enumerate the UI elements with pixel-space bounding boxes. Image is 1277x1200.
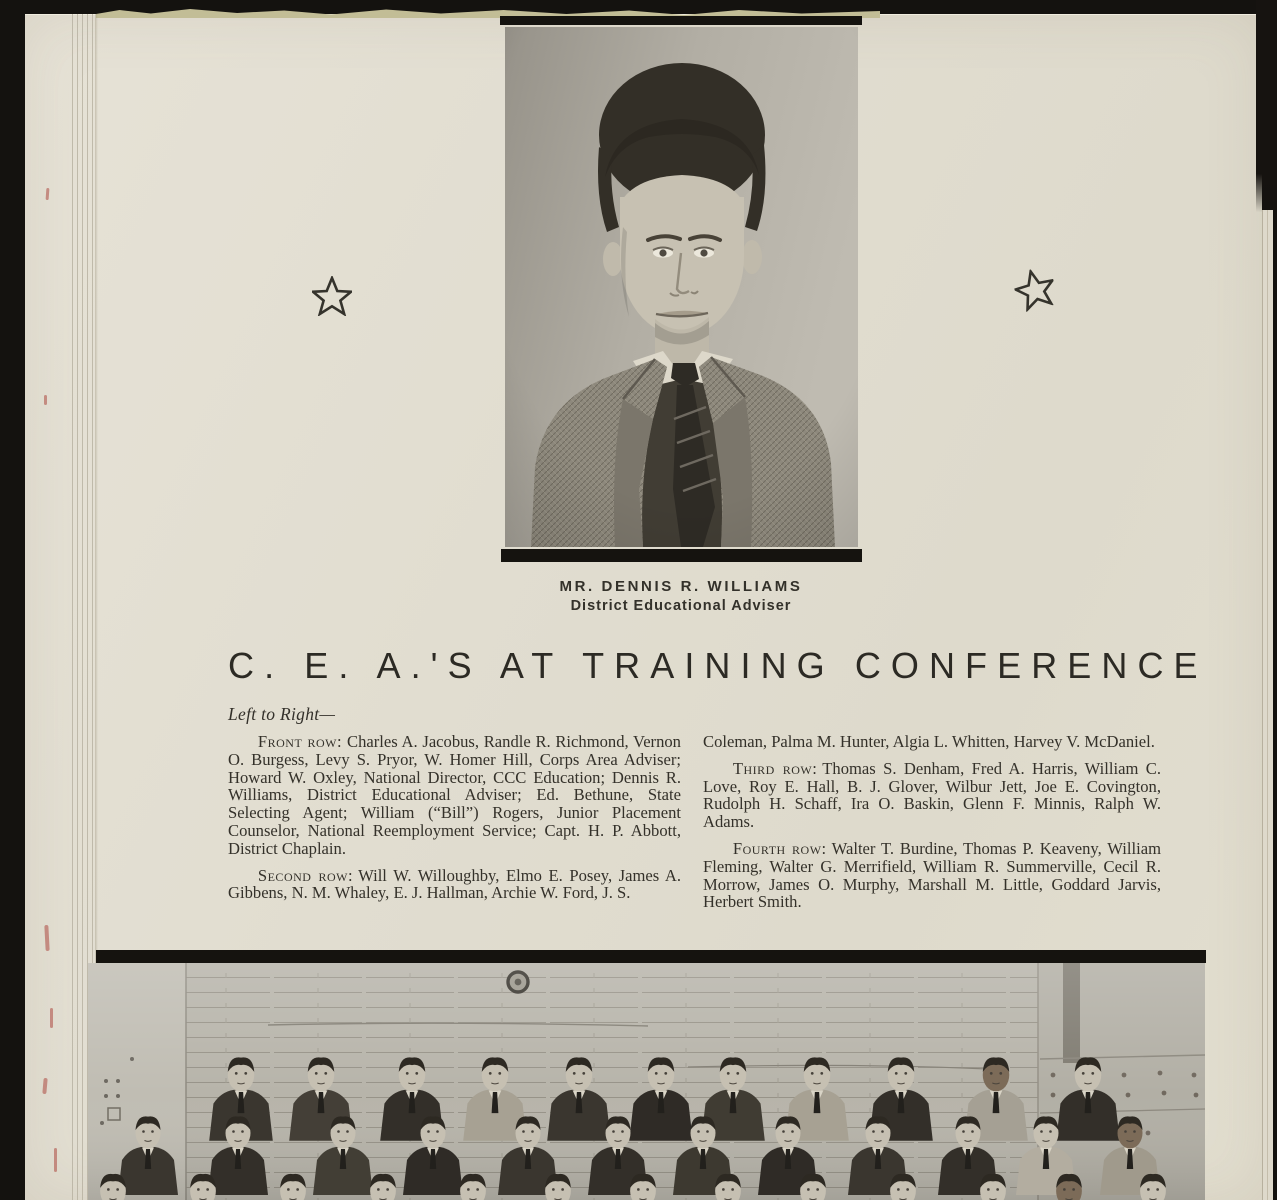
- portrait-frame-bar-bottom: [501, 549, 862, 562]
- scan-background-corner: [1256, 0, 1277, 212]
- second-row-continuation: Coleman, Palma M. Hunter, Algia L. Whitten, Harvey V. McDaniel.: [703, 732, 1155, 751]
- page-edge-lines-right: [1262, 210, 1273, 1200]
- red-ink-mark: [50, 1008, 53, 1028]
- text-column-right: [703, 733, 1161, 920]
- front-row-label: Front row:: [257, 732, 343, 751]
- second-row-continuation-paragraph: [703, 733, 1161, 751]
- second-row-paragraph: [228, 867, 681, 903]
- front-row-names: Charles A. Jacobus, Randle R. Richmond, Vernon O. Burgess, Levy S. Pryor, W. Homer Hill, Corps Area Adviser; Howard W. Oxley, National Director, CCC Education; Dennis R. Williams, District Educational Adviser; Ed. Bethune, State Selecting Agent; William (“Bill”) Rogers, Junior Placement Counselor, National Reemployment Service; Capt. H. P. Abbott, District Chaplain.: [228, 732, 681, 858]
- portrait-photo: [505, 27, 858, 547]
- group-photo-frame-bar: [96, 950, 1206, 963]
- third-row-label: Third row:: [732, 758, 818, 778]
- red-ink-mark: [54, 1148, 57, 1172]
- portrait-caption-name: MR. DENNIS R. WILLIAMS: [559, 578, 803, 595]
- portrait-frame-bar-top: [500, 16, 862, 25]
- portrait-illustration: [505, 27, 858, 547]
- caption-left-to-right: Left to Right—: [228, 704, 336, 724]
- portrait-caption-title: District Educational Adviser: [570, 598, 792, 614]
- group-photo-illustration: [88, 963, 1205, 1200]
- third-row-names: Thomas S. Denham, Fred A. Harris, William C. Love, Roy E. Hall, B. J. Glover, Wilbur Jett, Joe E. Covington, Rudolph H. Schaff, Ira O. Baskin, Glenn F. Minnis, Ralph W. Adams.: [703, 758, 1161, 832]
- portrait-caption: [500, 578, 862, 614]
- fourth-row-paragraph: [703, 840, 1161, 911]
- second-row-label: Second row:: [257, 865, 354, 885]
- third-row-paragraph: [703, 760, 1161, 831]
- second-row-names: Will W. Willoughby, Elmo E. Posey, James A. Gibbens, N. M. Whaley, E. J. Hallman, Archie W. Ford, J. S.: [228, 865, 681, 903]
- fourth-row-label: Fourth row:: [732, 838, 827, 858]
- page-title: C. E. A.'S AT TRAINING CONFERENCE: [228, 645, 1208, 686]
- text-column-left: [228, 733, 681, 911]
- star-outline-icon: [312, 276, 352, 316]
- group-photo: [88, 963, 1205, 1200]
- front-row-paragraph: [228, 733, 681, 858]
- red-ink-mark: [44, 395, 47, 405]
- fourth-row-names: Walter T. Burdine, Thomas P. Keaveny, William Fleming, Walter G. Merrifield, William R. Summerville, Cecil R. Morrow, James O. Murphy, Marshall M. Little, Goddard Jarvis, Herbert Smith.: [703, 838, 1161, 912]
